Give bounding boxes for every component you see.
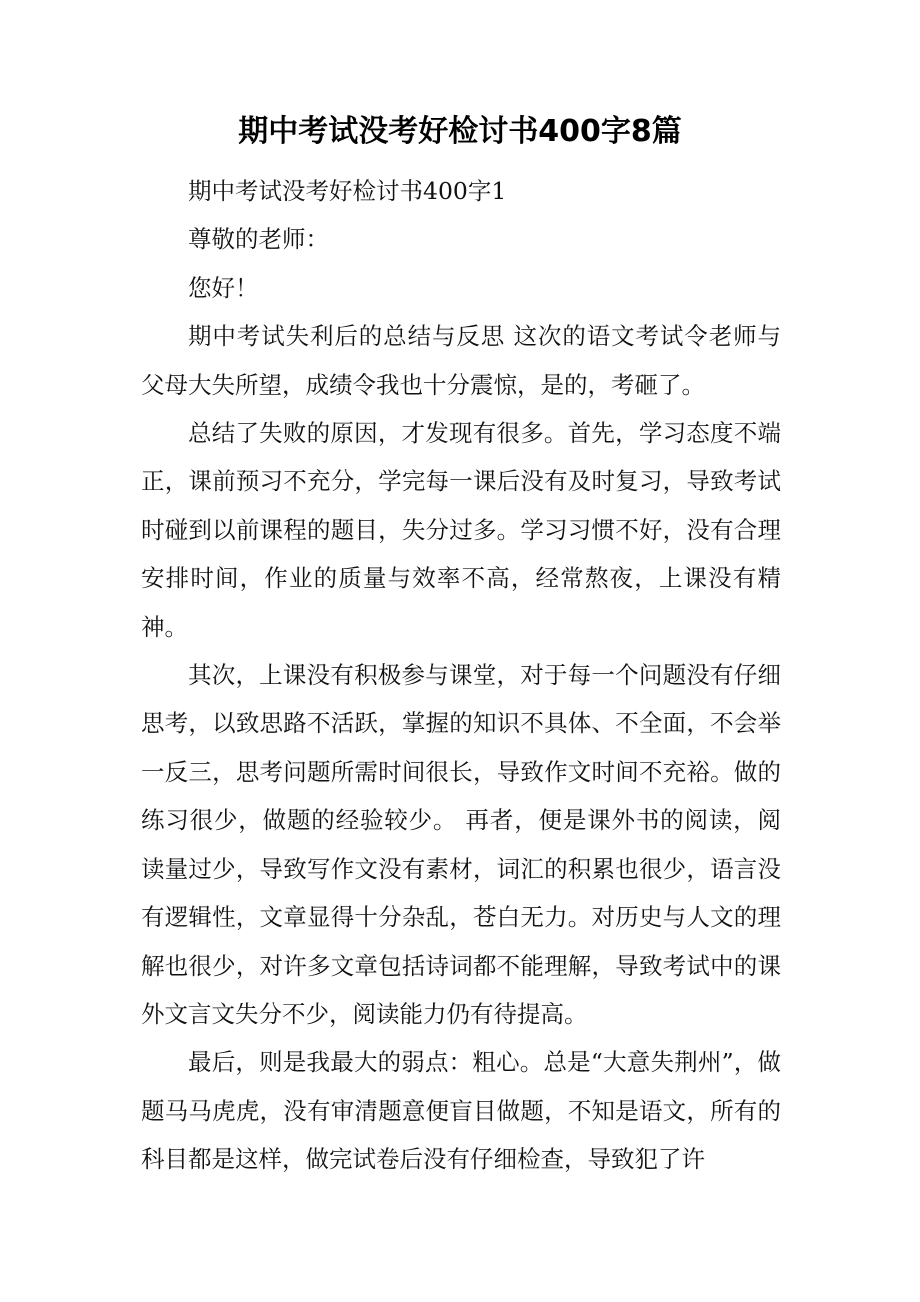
subtitle-paragraph: 期中考试没考好检讨书400字1 (188, 177, 507, 205)
salutation-paragraph: 尊敬的老师： (188, 225, 329, 254)
body-paragraph: 最后，则是我最大的弱点：粗心。总是“大意失荆州”，做题马马虎虎，没有审清题意便盲目做题，不知是语文，所有的科目都是这样，做完试卷后没有仔细检查，导致犯了许 (141, 1048, 781, 1174)
body-paragraph: 总结了失败的原因，才发现有很多。首先，学习态度不端正，课前预习不充分，学完每一课后没有及时复习，导致考试时碰到以前课程的题目，失分过多。学习习惯不好，没有合理安排时间，作业的质量与效率不高，经常熬夜，上课没有精神。 (141, 419, 781, 641)
greeting-paragraph: 您好！ (188, 273, 259, 302)
document-body (141, 167, 781, 1184)
body-paragraph: 其次，上课没有积极参与课堂，对于每一个问题没有仔细思考，以致思路不活跃，掌握的知识不具体、不全面，不会举一反三，思考问题所需时间很长，导致作文时间不充裕。做的练习很少，做题的经验较少。 再者，便是课外书的阅读，阅读量过少，导致写作文没有素材，词汇的积累也很少，语言没有逻辑性，文章显得十分杂乱，苍白无力。对历史与人文的理解也很少，对许多文章包括诗词都不能理解，导致考试中的课外文言文失分不少，阅读能力仍有待提高。 (141, 661, 781, 1028)
body-paragraph: 期中考试失利后的总结与反思 这次的语文考试令老师与父母大失所望，成绩令我也十分震惊，是的，考砸了。 (141, 322, 781, 399)
document-title: 期中考试没考好检讨书400字8篇 (238, 114, 682, 149)
